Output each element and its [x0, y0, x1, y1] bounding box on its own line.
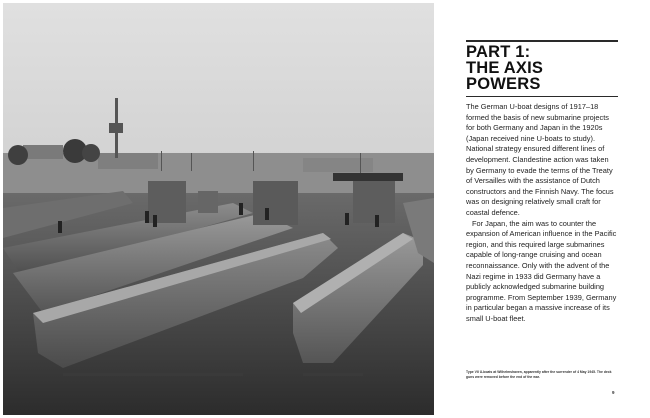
photo-caption: Type VII U-boats at Wilhelmshaven, apparently after the surrender of 4 May 1945. The deck guns were removed before the end of the war.: [466, 370, 612, 379]
title-line-2: THE AXIS: [466, 59, 544, 77]
text-column: [466, 40, 618, 324]
title-line-3: POWERS: [466, 75, 541, 93]
body-text: [466, 102, 618, 324]
paragraph-2: For Japan, the aim was to counter the expansion of American influence in the Pacific region, and this required large submarines capable of long-range cruising and ocean reconnaissance. Only with the advent of the Nazi regime in 1933 did Germany have a publicly acknowledged submarine building programme. From September 1939, Germany in particular began a massive increase of its small U-boat fleet.: [466, 218, 617, 323]
title-top-rule: [466, 40, 618, 42]
title-line-1: PART 1:: [466, 43, 531, 61]
paragraph-1: The German U-boat designs of 1917–18 formed the basis of new submarine projects for both Germany and Japan in the 1920s (Japan received nine U-boats to study). National strategy ensured different lines of development. Clandestine action was taken by Germany to evade the terms of the Treaty of Versailles with the assistance of Dutch constructors and the Finnish Navy. The focus was on designing relatively small craft for coastal defence.: [466, 102, 614, 217]
section-title: [466, 44, 618, 92]
photograph-submarines: [3, 3, 434, 415]
page-number: 9: [612, 390, 615, 395]
photo-graphic: [3, 3, 434, 415]
title-bottom-rule: [466, 96, 618, 97]
